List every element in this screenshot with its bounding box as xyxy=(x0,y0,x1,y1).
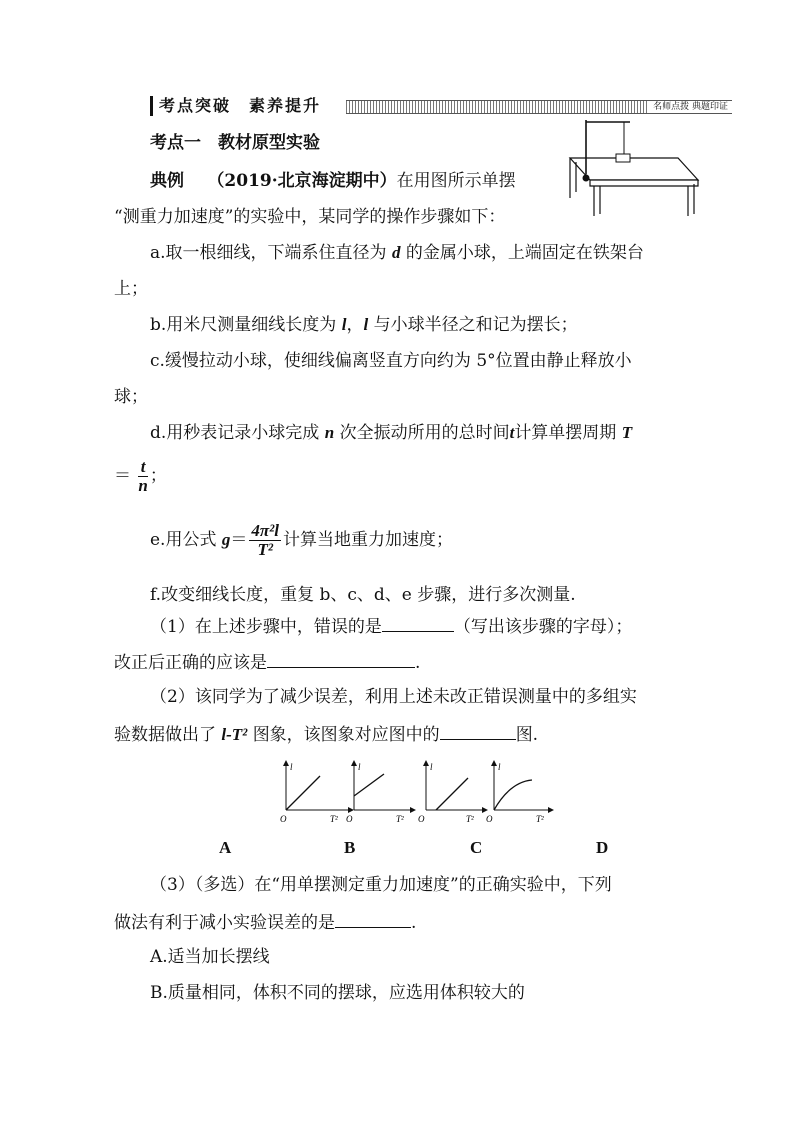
answer-blank-2[interactable] xyxy=(267,650,415,668)
answer-blank-3[interactable] xyxy=(440,722,516,740)
graph-d-x-label: T² xyxy=(536,814,544,824)
graph-a-x-label: T² xyxy=(330,814,338,824)
step-d-text-2: 次全振动所用的总时间 xyxy=(339,423,510,443)
equals-sign-2: ＝ xyxy=(230,530,248,550)
step-a-text: a.取一根细线，下端系住直径为 xyxy=(150,243,387,263)
question-2-cont xyxy=(114,722,538,746)
example-text-1: 在用图所示单摆 xyxy=(396,171,516,191)
fraction-g xyxy=(249,522,281,559)
var-t: t xyxy=(509,423,515,442)
var-l-2: l xyxy=(363,315,369,334)
section-title: 考点突破 素养提升 xyxy=(150,96,321,116)
step-d-text: d.用秒表记录小球完成 xyxy=(150,423,320,443)
q1-text: （1）在上述步骤中，错误的是 xyxy=(150,617,382,637)
graph-c[interactable] xyxy=(418,760,488,824)
section-tag: 名师点拨 典题印证 xyxy=(649,101,732,113)
var-n: n xyxy=(324,423,335,442)
step-b xyxy=(150,314,578,336)
step-e-text: e.用公式 xyxy=(150,530,217,550)
q2-text-3: 图. xyxy=(515,725,539,745)
question-3-cont xyxy=(114,910,416,934)
graph-c-x-label: T² xyxy=(466,814,474,824)
graph-c-origin: O xyxy=(418,814,425,824)
step-d-end: ； xyxy=(149,466,167,486)
graph-b-y-label: l xyxy=(358,762,361,772)
q3-text: 做法有利于减小实验误差的是 xyxy=(114,913,335,933)
answer-blank-4[interactable] xyxy=(335,910,411,928)
step-b-text-2: 与小球半径之和记为摆长； xyxy=(373,315,578,335)
example-text-2: “测重力加速度”的实验中，某同学的操作步骤如下： xyxy=(114,207,506,227)
graph-b[interactable] xyxy=(346,760,416,824)
q1-text-3: 改正后正确的应该是 xyxy=(114,653,267,673)
step-e xyxy=(150,520,453,560)
graph-label-a: A xyxy=(219,838,232,857)
graph-d-y-label: l xyxy=(498,762,501,772)
question-1-cont xyxy=(114,650,420,674)
option-b: B.质量相同，体积不同的摆球，应选用体积较大的 xyxy=(150,983,525,1003)
step-d xyxy=(150,422,632,444)
l-T2-label: l-T² xyxy=(221,725,248,744)
graph-choices xyxy=(270,760,570,830)
q1-text-2: （写出该步骤的字母）； xyxy=(453,617,633,637)
option-a: A.适当加长摆线 xyxy=(150,947,270,967)
section-header-bar xyxy=(150,96,732,116)
step-f: f.改变细线长度，重复 b、c、d、e 步骤，进行多次测量. xyxy=(150,585,576,605)
step-b-comma: ， xyxy=(346,315,364,335)
q1-period: . xyxy=(415,653,421,673)
graph-label-d: D xyxy=(596,838,609,857)
graph-c-y-label: l xyxy=(430,762,433,772)
step-a-text-2: 的金属小球，上端固定在铁架台 xyxy=(405,243,644,263)
example-line xyxy=(150,170,516,192)
graph-b-origin: O xyxy=(346,814,353,824)
step-a xyxy=(150,242,644,264)
q3-period: . xyxy=(411,913,417,933)
frac-den: n xyxy=(138,476,148,495)
frac-den-2: T² xyxy=(257,540,273,559)
q2-text-2: 图象，该图象对应图中的 xyxy=(252,725,440,745)
graph-a-origin: O xyxy=(280,814,287,824)
question-2: （2）该同学为了减少误差，利用上述未改正错误测量中的多组实 xyxy=(150,687,637,707)
step-d-text-3: 计算单摆周期 xyxy=(514,423,617,443)
example-source: （2019·北京海淀期中） xyxy=(207,171,397,191)
var-T: T xyxy=(621,423,633,442)
step-b-text: b.用米尺测量细线长度为 xyxy=(150,315,337,335)
topic-heading: 考点一 教材原型实验 xyxy=(150,133,320,153)
var-d: d xyxy=(391,243,401,262)
fraction-t-over-n xyxy=(138,458,147,495)
step-c: c.缓慢拉动小球，使细线偏离竖直方向约为 5°位置由静止释放小 xyxy=(150,351,632,371)
graph-label-b: B xyxy=(344,838,356,857)
question-1 xyxy=(150,614,632,638)
equals-sign: ＝ xyxy=(114,466,131,486)
pendulum-illustration xyxy=(556,118,706,218)
graph-a[interactable] xyxy=(280,760,354,824)
graph-b-x-label: T² xyxy=(396,814,404,824)
step-e-text-2: 计算当地重力加速度； xyxy=(282,530,453,550)
var-l: l xyxy=(341,315,347,334)
graph-a-y-label: l xyxy=(290,762,293,772)
graph-d-origin: O xyxy=(486,814,493,824)
graph-d[interactable] xyxy=(486,760,554,824)
question-3: （3）（多选）在“用单摆测定重力加速度”的正确实验中，下列 xyxy=(150,875,612,895)
frac-num: t xyxy=(138,458,147,477)
step-c-cont: 球； xyxy=(114,387,148,407)
answer-blank-1[interactable] xyxy=(382,614,454,632)
example-label: 典例 xyxy=(150,171,184,191)
graph-label-c: C xyxy=(470,838,483,857)
var-g: g xyxy=(221,530,231,549)
step-d-formula xyxy=(114,456,167,496)
step-a-cont: 上； xyxy=(114,279,148,299)
frac-num-2: 4π²l xyxy=(251,521,279,540)
q2-text: 验数据做出了 xyxy=(114,725,216,745)
